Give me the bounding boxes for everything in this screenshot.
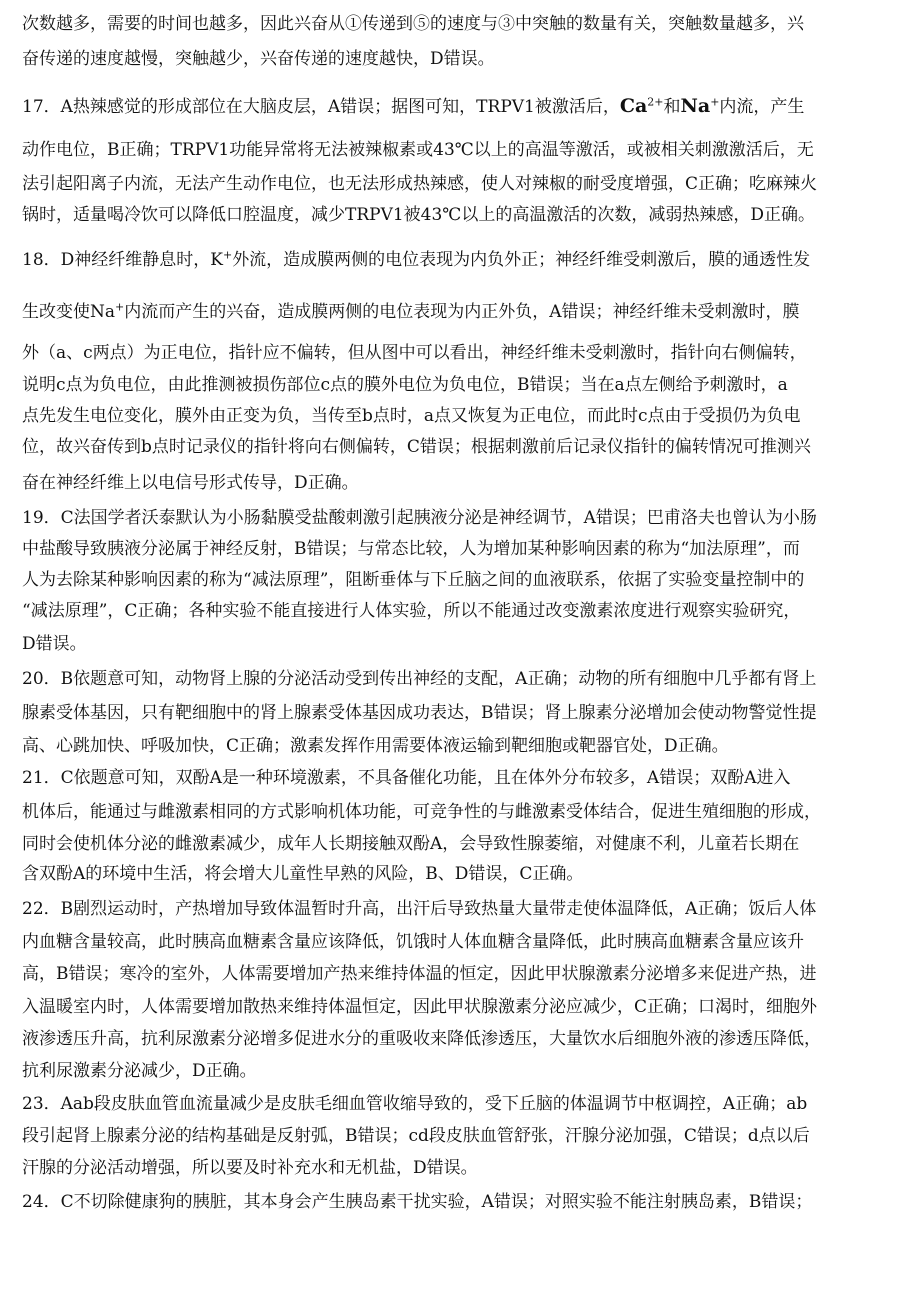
- text-line: [22, 471, 882, 495]
- text-line: [22, 1027, 882, 1051]
- text-line: [22, 800, 882, 824]
- text-span: 奋在神经纤维上以电信号形式传导，D正确。: [22, 473, 359, 493]
- text-span: “减法原理”，C正确；各种实验不能直接进行人体实验，所以不能通过改变激素浓度进行观察实验研究，: [22, 601, 801, 621]
- text-span: 19．C法国学者沃泰默认为小肠黏膜受盐酸刺激引起胰液分泌是神经调节，A错误；巴甫洛夫也曾认为小肠: [22, 508, 817, 528]
- text-span: 内流，产生: [719, 97, 805, 117]
- text-line: [22, 300, 882, 324]
- text-line: [22, 599, 882, 623]
- text-span: 内血糖含量较高，此时胰高血糖素含量应该降低，饥饿时人体血糖含量降低，此时胰高血糖素含量应该升: [22, 932, 804, 952]
- text-line: [22, 341, 882, 365]
- text-line: [22, 734, 882, 758]
- text-span: 外流，造成膜两侧的电位表现为内负外正；神经纤维受刺激后，膜的通透性发: [232, 250, 811, 270]
- text-span: 外（a、c两点）为正电位，指针应不偏转，但从图中可以看出，神经纤维未受刺激时，指针向右侧偏转，: [22, 343, 807, 363]
- text-line: [22, 12, 882, 36]
- text-span: 腺素受体基因，只有靶细胞中的肾上腺素受体基因成功表达，B错误；肾上腺素分泌增加会使动物警觉性提: [22, 703, 817, 723]
- text-span: 点先发生电位变化，膜外由正变为负，当传至b点时，a点又恢复为正电位，而此时c点由于受损仍为负电: [22, 406, 801, 426]
- text-span: 高、心跳加快、呼吸加快，C正确；激素发挥作用需要体液运输到靶细胞或靶器官处，D正确。: [22, 736, 729, 756]
- text-span: 24．C不切除健康狗的胰脏，其本身会产生胰岛素干扰实验，A错误；对照实验不能注射胰岛素，B错误；: [22, 1192, 813, 1212]
- calcium-ion-symbol: Ca: [619, 95, 648, 117]
- answer-17-line: [22, 94, 882, 119]
- text-span: D错误。: [22, 634, 87, 654]
- text-line: [22, 203, 882, 227]
- text-span: 17．A热辣感觉的形成部位在大脑皮层，A错误；据图可知，TRPV1被激活后，: [22, 97, 620, 117]
- answer-18-line: [22, 248, 882, 272]
- text-span: 动作电位，B正确；TRPV1功能异常将无法被辣椒素或43℃以上的高温等激活，或被相关刺激激活后，无: [22, 140, 814, 160]
- text-span: 法引起阳离子内流，无法产生动作电位，也无法形成热辣感，使人对辣椒的耐受度增强，C正确；吃麻辣火: [22, 174, 818, 194]
- sodium-ion-symbol: Na: [680, 95, 711, 117]
- text-span: 18．D神经纤维静息时，K: [22, 250, 223, 270]
- text-line: [22, 701, 882, 725]
- ion-charge: +: [115, 300, 125, 314]
- text-span: 液渗透压升高，抗利尿激素分泌增多促进水分的重吸收来降低渗透压，大量饮水后细胞外液的渗透压降低，: [22, 1029, 821, 1049]
- text-span: 说明c点为负电位，由此推测被损伤部位c点的膜外电位为负电位，B错误；当在a点左侧给予刺激时，a: [22, 375, 788, 395]
- text-line: [22, 138, 882, 162]
- answer-19-line: [22, 506, 882, 530]
- text-span: 入温暖室内时，人体需要增加散热来维持体温恒定，因此甲状腺激素分泌应减少，C正确；口渴时，细胞外: [22, 997, 818, 1017]
- text-span: 含双酚A的环境中生活，将会增大儿童性早熟的风险，B、D错误，C正确。: [22, 864, 584, 884]
- answer-23-line: [22, 1092, 882, 1116]
- text-span: 高，B错误；寒冷的室外，人体需要增加产热来维持体温的恒定，因此甲状腺激素分泌增多来促进产热，进: [22, 964, 817, 984]
- ion-charge: +: [710, 95, 720, 109]
- text-line: [22, 930, 882, 954]
- text-span: 汗腺的分泌活动增强，所以要及时补充水和无机盐，D错误。: [22, 1158, 478, 1178]
- text-span: 20．B依题意可知，动物肾上腺的分泌活动受到传出神经的支配，A正确；动物的所有细胞中几乎都有肾上: [22, 669, 817, 689]
- ion-charge: +: [222, 248, 233, 262]
- ion-charge: 2+: [647, 95, 664, 109]
- text-line: [22, 995, 882, 1019]
- text-line: [22, 404, 882, 428]
- text-span: 生改变使Na: [22, 302, 116, 322]
- text-line: [22, 1059, 882, 1083]
- text-span: 奋传递的速度越慢，突触越少，兴奋传递的速度越快，D错误。: [22, 49, 495, 69]
- text-line: [22, 1156, 882, 1180]
- text-line: [22, 632, 882, 656]
- text-line: [22, 172, 882, 196]
- text-span: 中盐酸导致胰液分泌属于神经反射，B错误；与常态比较，人为增加某种影响因素的称为“加法原理”，而: [22, 539, 800, 559]
- text-line: [22, 832, 882, 856]
- text-span: 内流而产生的兴奋，造成膜两侧的电位表现为内正外负，A错误；神经纤维未受刺激时，膜: [124, 302, 800, 322]
- answer-21-line: [22, 766, 882, 790]
- text-line: [22, 373, 882, 397]
- text-span: 位，故兴奋传到b点时记录仪的指针将向右侧偏转，C错误；根据刺激前后记录仪指针的偏转情况可推测兴: [22, 437, 811, 457]
- text-span: 人为去除某种影响因素的称为“减法原理”，阻断垂体与下丘脑之间的血液联系，依据了实验变量控制中的: [22, 570, 805, 590]
- text-line: [22, 435, 882, 459]
- text-span: 23．Aab段皮肤血管血流量减少是皮肤毛细血管收缩导致的，受下丘脑的体温调节中枢调控，A正确；ab: [22, 1094, 808, 1114]
- answer-20-line: [22, 667, 882, 691]
- text-span: 段引起肾上腺素分泌的结构基础是反射弧，B错误；cd段皮肤血管舒张，汗腺分泌加强，C错误；d点以后: [22, 1126, 810, 1146]
- text-span: 次数越多，需要的时间也越多，因此兴奋从①传递到⑤的速度与③中突触的数量有关，突触数量越多，兴: [22, 14, 804, 34]
- text-line: [22, 962, 882, 986]
- text-span: 21．C依题意可知，双酚A是一种环境激素，不具备催化功能，且在体外分布较多，A错误；双酚A进入: [22, 768, 791, 788]
- text-line: [22, 862, 882, 886]
- answer-24-line: [22, 1190, 882, 1214]
- answer-22-line: [22, 897, 882, 921]
- text-line: [22, 568, 882, 592]
- text-span: 锅时，适量喝冷饮可以降低口腔温度，减少TRPV1被43℃以上的高温激活的次数，减弱热辣感，D正确。: [22, 205, 815, 225]
- text-span: 22．B剧烈运动时，产热增加导致体温暂时升高，出汗后导致热量大量带走使体温降低，A正确；饭后人体: [22, 899, 817, 919]
- text-span: 同时会使机体分泌的雌激素减少，成年人长期接触双酚A，会导致性腺萎缩，对健康不利，儿童若长期在: [22, 834, 800, 854]
- text-line: [22, 1124, 882, 1148]
- text-span: 和: [663, 97, 681, 117]
- text-line: [22, 47, 882, 71]
- text-span: 机体后，能通过与雌激素相同的方式影响机体功能，可竞争性的与雌激素受体结合，促进生殖细胞的形成，: [22, 802, 821, 822]
- text-line: [22, 537, 882, 561]
- text-span: 抗利尿激素分泌减少，D正确。: [22, 1061, 257, 1081]
